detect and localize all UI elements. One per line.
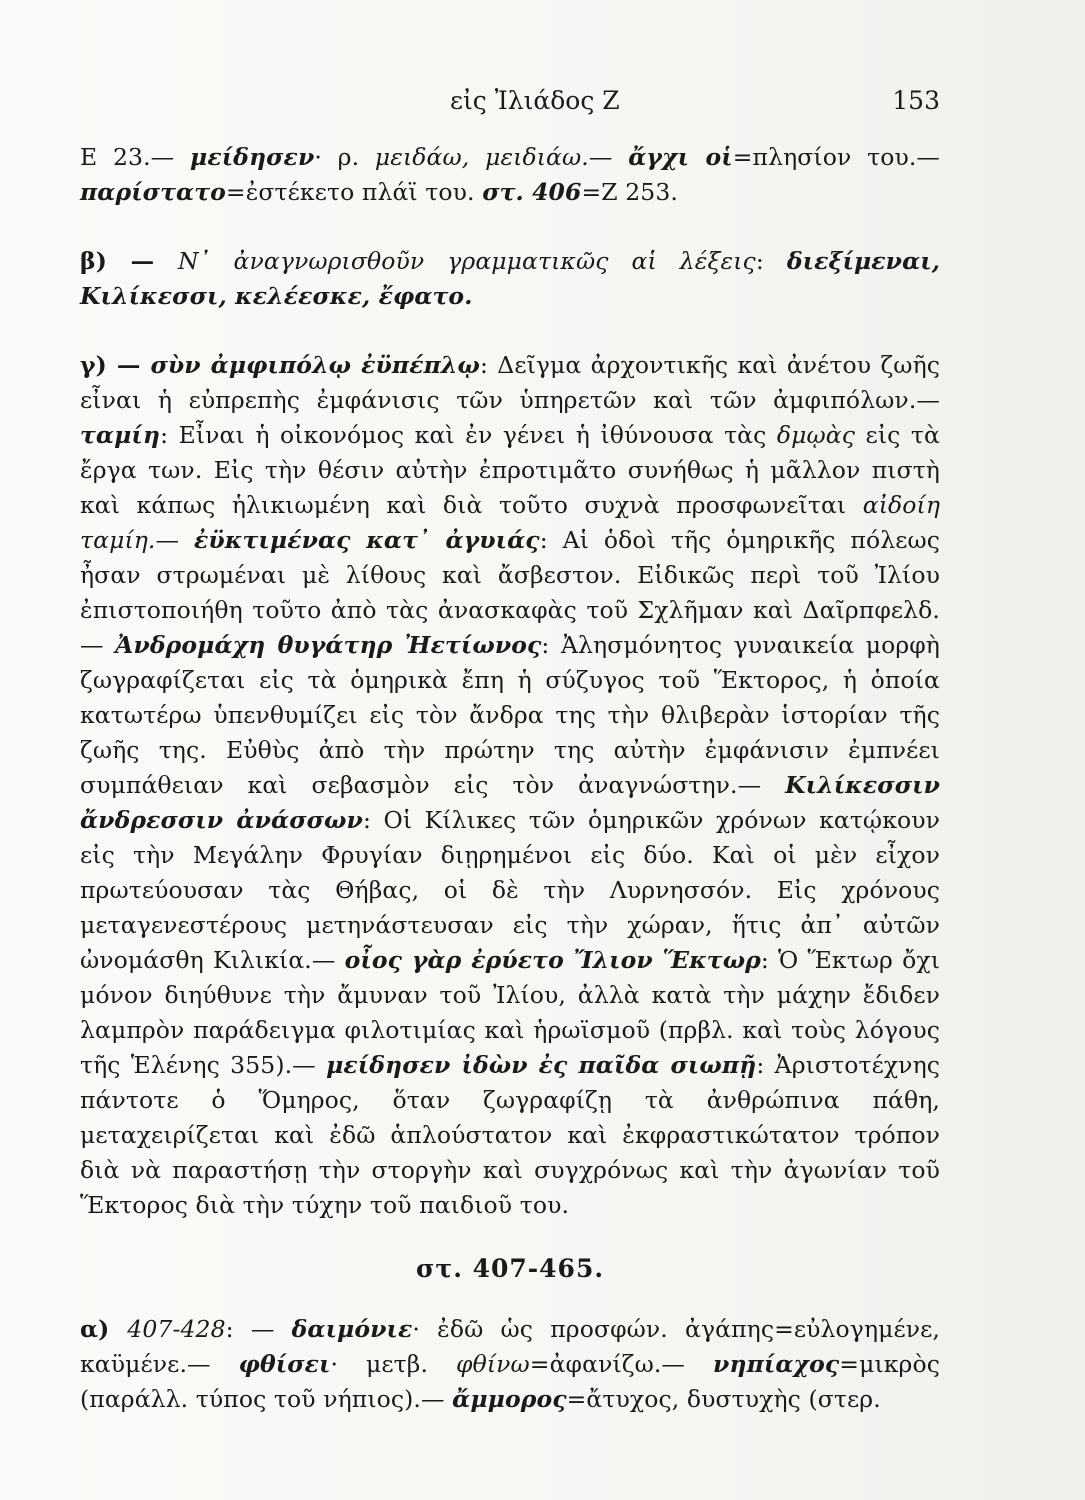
section-label: γ) —: [80, 351, 151, 379]
text: =μικρὸς (παράλλ. τύπος τοῦ νήπιος).—: [80, 1350, 940, 1413]
text: : Ἀλησμόνητος γυναικεία μορφὴ ζωγραφίζεται εἰς τὰ ὁμηρικὰ ἔπη ἡ σύζυγος τοῦ Ἕκτορος, ἡ ὁποία κατωτέρω ὑπενθυμίζει εἰς τὸν ἄνδρα της τὴν θλιβερὰν ἱστορίαν τῆς ζωῆς της. Εὐθὺς ἀπὸ τὴν πρώτην της αὐτὴν ἐμφάνισιν ἐμπνέει συμπάθειαν καὶ σεβασμὸν εἰς τὸν ἀναγνώστην.—: [80, 631, 940, 799]
text: =πλησίον του.—: [732, 143, 940, 171]
paragraph-beta: [80, 244, 940, 314]
text: : Εἶναι ἡ οἰκονόμος καὶ ἐν γένει ἡ ἰθύνουσα τὰς: [160, 421, 777, 449]
text: · μετβ.: [330, 1350, 457, 1378]
text: : Ἀριστοτέχνης πάντοτε ὁ Ὅμηρος, ὅταν ζωγραφίζῃ τὰ ἀνθρώπινα πάθη, μεταχειρίζεται καὶ ἐδῶ ἁπλούστατον καὶ ἐκφραστικώτατον τρόπον διὰ νὰ παραστήσῃ τὴν στοργὴν καὶ συγχρόνως καὶ τὴν ἀγωνίαν τοῦ Ἕκτορος διὰ τὴν τύχην τοῦ παιδιοῦ του.: [80, 1051, 941, 1219]
lemma: φθίσει: [238, 1350, 331, 1378]
lemma: Κιλίκεσσιν ἄνδρεσσιν ἀνάσσων: [80, 771, 940, 834]
text: —: [155, 526, 195, 554]
paragraph-e23: [80, 140, 940, 210]
text: : —: [225, 1315, 292, 1343]
section-label: α): [80, 1315, 128, 1343]
paragraph-alpha: [80, 1312, 940, 1417]
section-heading: στ. 407-465.: [415, 1254, 605, 1283]
text: =ἐστέκετο πλάϊ του.: [225, 178, 483, 206]
italic-text: φθίνω: [456, 1350, 530, 1378]
text: Ε 23.—: [80, 143, 191, 171]
text: : Δεῖγμα ἀρχοντικῆς καὶ ἀνέτου ζωῆς εἶναι ἡ εὐπρεπὴς ἐμφάνισις τῶν ὑπηρετῶν καὶ τῶν ἀμφιπόλων.—: [80, 351, 941, 414]
lemma: μείδησεν: [190, 143, 315, 171]
running-head: εἰς Ἰλιάδος Ζ: [450, 86, 620, 115]
italic-text: αἰδοίη ταμίη.: [80, 491, 940, 554]
text: : Ὁ Ἕκτωρ ὄχι μόνον διηύθυνε τὴν ἄμυναν τοῦ Ἰλίου, ἀλλὰ κατὰ τὴν μάχην ἔδιδεν λαμπρὸν παράδειγμα φιλοτιμίας καὶ ἡρωϊσμοῦ (πρβλ. καὶ τοὺς λόγους τῆς Ἑλένης 355).—: [80, 946, 941, 1079]
page-header: [80, 86, 940, 120]
lemma: σὺν ἀμφιπόλῳ ἐϋπέπλῳ: [150, 351, 480, 379]
text: : Οἱ Κίλικες τῶν ὁμηρικῶν χρόνων κατῴκουν εἰς τὴν Μεγάλην Φρυγίαν διῃρημένοι εἰς δύο. Καὶ οἱ μὲν εἶχον πρωτεύουσαν τὰς Θήβας, οἱ δὲ τὴν Λυρνησσόν. Εἰς χρόνους μεταγενεστέρους μετηνάστευσαν εἰς τὴν χώραν, ἥτις ἀπ᾽ αὐτῶν ὠνομάσθη Κιλικία.—: [80, 806, 941, 974]
lemma: παρίστατο: [80, 178, 226, 206]
lemma: Ἀνδρομάχη θυγάτηρ Ἠετίωνος: [115, 631, 542, 659]
spacer: [80, 314, 940, 348]
text: =Ζ 253.: [581, 178, 678, 206]
page-number: 153: [892, 86, 940, 115]
italic-text: Ν᾽ ἀναγνωρισθοῦν γραμματικῶς αἱ λέξεις: [177, 247, 756, 275]
lemma: μείδησεν ἰδὼν ἐς παῖδα σιωπῇ: [326, 1051, 757, 1079]
text: : Αἱ ὁδοὶ τῆς ὁμηρικῆς πόλεως ἦσαν στρωμέναι μὲ λίθους καὶ ἄσβεστον. Εἰδικῶς περὶ τοῦ Ἰλίου ἐπιστοποιήθη τοῦτο ἀπὸ τὰς ἀνασκαφὰς τοῦ Σχλῆμαν καὶ Δαῖρπφελδ.—: [80, 526, 941, 659]
text: · ἐδῶ ὡς προσφών. ἀγάπης=εὐλογημένε, καϋμένε.—: [80, 1315, 940, 1378]
text: =ἄτυχος, δυστυχὴς (στερ.: [566, 1385, 881, 1413]
lemma: ταμίη: [80, 421, 161, 449]
italic-text: δμῳὰς: [776, 421, 856, 449]
page-body: [80, 140, 940, 1417]
lemma: οἶος γὰρ ἐρύετο Ἴλιον Ἕκτωρ: [344, 946, 761, 974]
lemma: στ. 406: [482, 178, 582, 206]
text: —: [588, 143, 629, 171]
text: =ἀφανίζω.—: [529, 1350, 713, 1378]
lemma: διεξίμεναι, Κιλίκεσσι, κελέεσκε, ἔφατο.: [80, 247, 941, 310]
text: εἰς τὰ ἔργα των. Εἰς τὴν θέσιν αὐτὴν ἐπροτιμᾶτο συνήθως ἡ μᾶλλον πιστὴ καὶ κάπως ἡλικιωμένη καὶ διὰ τοῦτο συχνὰ προσφωνεῖται: [80, 421, 940, 519]
italic-text: μειδάω, μειδιάω.: [374, 143, 589, 171]
text: · ρ.: [314, 143, 375, 171]
spacer: [80, 210, 940, 244]
italic-text: 407-428: [127, 1315, 226, 1343]
lemma: ἄμμορος: [452, 1385, 567, 1413]
lemma: ἄγχι οἱ: [628, 143, 733, 171]
paragraph-gamma: [80, 348, 940, 1223]
lemma: ἐϋκτιμένας κατ᾽ ἀγυιάς: [194, 526, 540, 554]
section-label: β) —: [80, 247, 178, 275]
lemma: δαιμόνιε: [291, 1315, 413, 1343]
lemma: νηπίαχος: [713, 1350, 840, 1378]
text: :: [755, 247, 787, 275]
